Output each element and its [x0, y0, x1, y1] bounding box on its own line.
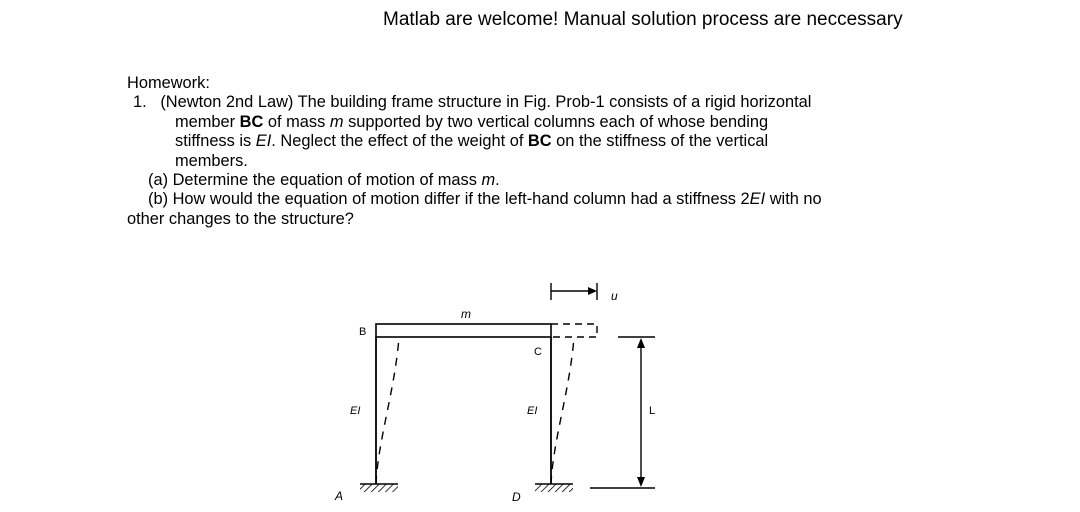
part-b-continued: other changes to the structure?: [127, 209, 354, 228]
l-dim-arrow-top: [637, 338, 645, 348]
mass-symbol: m: [481, 171, 496, 190]
problem-text: .: [495, 171, 500, 190]
support-hatch-d: [535, 484, 573, 492]
part-b: [127, 190, 1007, 209]
deflected-beam-end: [551, 324, 597, 337]
stiffness-symbol: EI: [749, 190, 766, 209]
member-label-bold: BC: [527, 132, 552, 151]
label-a: A: [335, 489, 344, 503]
problem-line-4: members.: [175, 151, 248, 170]
label-m: m: [461, 307, 471, 321]
rigid-beam-bc: [376, 324, 551, 337]
label-d: D: [512, 490, 521, 504]
problem-line-1: [127, 93, 1007, 112]
label-u: u: [611, 289, 618, 303]
stiffness-symbol: EI: [255, 132, 272, 151]
homework-section: [127, 74, 1007, 229]
instruction-note: Matlab are welcome! Manual solution process are neccessary: [383, 9, 903, 30]
problem-text: on the stiffness of the vertical: [551, 132, 769, 151]
mass-symbol: m: [329, 112, 344, 131]
homework-heading: Homework:: [127, 74, 210, 92]
label-ei-right: EI: [527, 405, 538, 417]
left-deflected-column: [376, 337, 399, 484]
l-dim-arrow-bottom: [637, 477, 645, 487]
u-arrowhead: [588, 287, 597, 295]
problem-text: (a) Determine the equation of motion of mass: [148, 171, 482, 190]
label-ei-left: EI: [350, 405, 361, 417]
label-l: L: [649, 405, 656, 417]
problem-line-2: [127, 113, 1007, 132]
problem-text: supported by two vertical columns each of whose bending: [343, 112, 769, 131]
problem-text: (b) How would the equation of motion differ if the left-hand column had a stiffness 2: [148, 190, 750, 209]
frame-figure: [300, 270, 670, 510]
problem-line-3: [127, 132, 1007, 151]
problem-text: member: [175, 112, 240, 131]
item-number: 1.: [133, 93, 147, 112]
right-deflected-column: [551, 337, 574, 484]
member-label-bold: BC: [239, 112, 264, 131]
label-c: C: [534, 346, 542, 358]
label-b: B: [359, 326, 367, 338]
problem-text: of mass: [263, 112, 330, 131]
problem-text: stiffness is: [175, 132, 256, 151]
problem-text: . Neglect the effect of the weight of: [271, 132, 528, 151]
problem-text: (Newton 2nd Law) The building frame structure in Fig. Prob-1 consists of a rigid horizontal: [160, 93, 812, 112]
part-a: [127, 171, 1007, 190]
problem-text: with no: [765, 190, 822, 209]
support-hatch-a: [360, 484, 398, 492]
